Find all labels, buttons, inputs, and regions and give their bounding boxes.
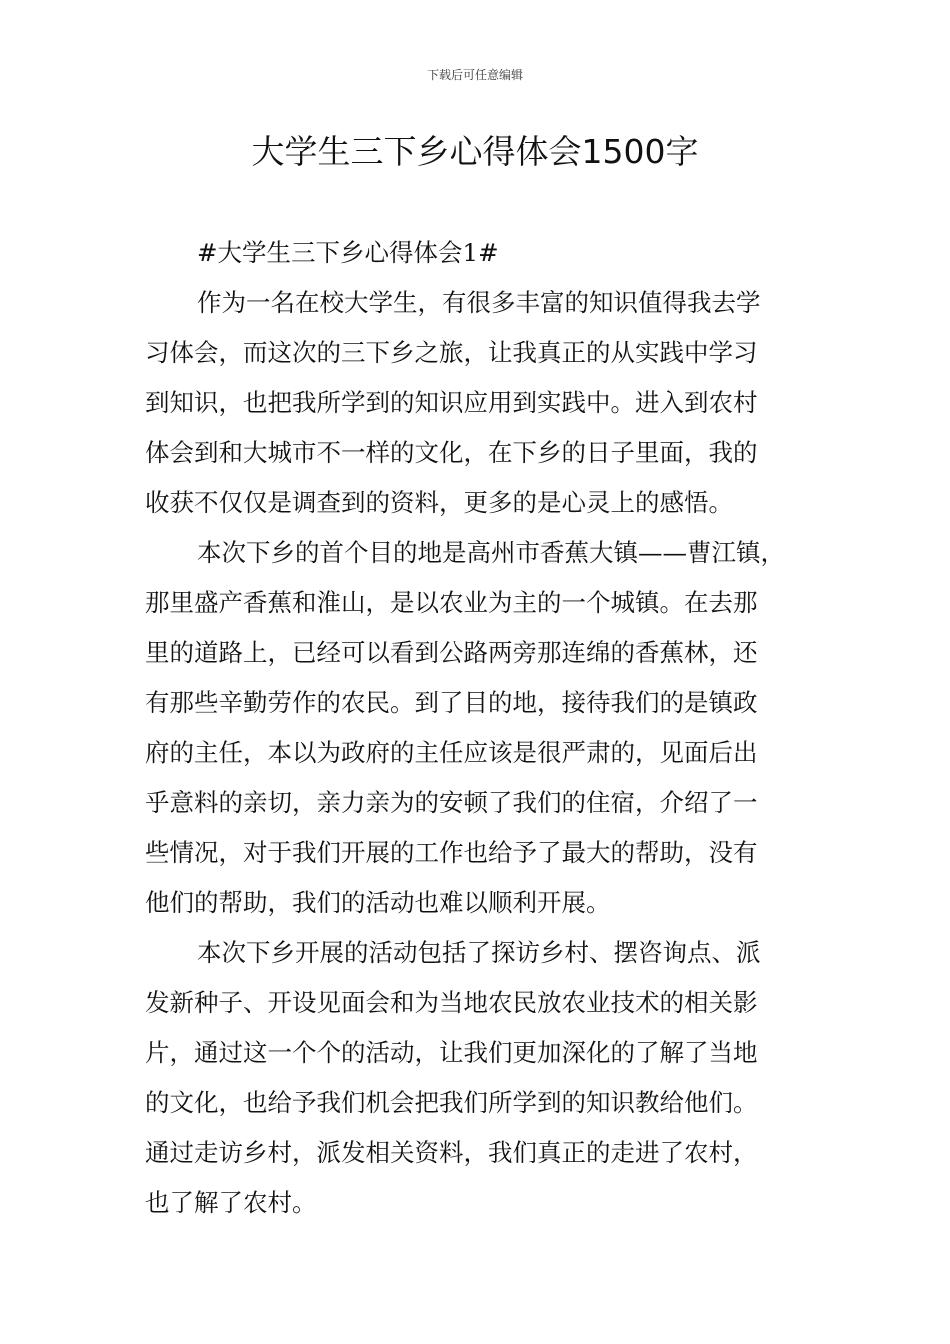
paragraph-line: 体会到和大城市不一样的文化，在下乡的日子里面，我的 <box>145 438 758 467</box>
paragraph-line: 里的道路上，已经可以看到公路两旁那连绵的香蕉林，还 <box>145 638 758 667</box>
paragraph-line: 乎意料的亲切，亲力亲为的安顿了我们的住宿，介绍了一 <box>145 788 758 817</box>
paragraph-line: 有那些辛勤劳作的农民。到了目的地，接待我们的是镇政 <box>145 688 758 717</box>
document-title: 大学生三下乡心得体会1500字 <box>251 132 699 171</box>
paragraph-line: 本次下乡的首个目的地是高州市香蕉大镇——曹江镇， <box>197 538 785 567</box>
section-heading: #大学生三下乡心得体会1# <box>197 238 499 267</box>
document-body <box>145 228 825 1228</box>
paragraph-line: 习体会，而这次的三下乡之旅，让我真正的从实践中学习 <box>145 338 758 367</box>
paragraph-line: 也了解了农村。 <box>145 1188 317 1217</box>
paragraph-line: 片，通过这一个个的活动，让我们更加深化的了解了当地 <box>145 1038 758 1067</box>
paragraph-line: 通过走访乡村，派发相关资料，我们真正的走进了农村， <box>145 1138 758 1167</box>
paragraph-line: 本次下乡开展的活动包括了探访乡村、摆咨询点、派 <box>197 938 761 967</box>
paragraph-line: 收获不仅仅是调查到的资料，更多的是心灵上的感悟。 <box>145 488 733 517</box>
paragraph-line: 他们的帮助，我们的活动也难以顺利开展。 <box>145 888 611 917</box>
paragraph-line: 到知识，也把我所学到的知识应用到实践中。进入到农村 <box>145 388 758 417</box>
paragraph-2 <box>145 528 825 928</box>
paragraph-3 <box>145 928 825 1228</box>
paragraph-line: 些情况，对于我们开展的工作也给予了最大的帮助，没有 <box>145 838 758 867</box>
paragraph-line: 的文化，也给予我们机会把我们所学到的知识教给他们。 <box>145 1088 758 1117</box>
paragraph-line: 府的主任，本以为政府的主任应该是很严肃的，见面后出 <box>145 738 758 767</box>
paragraph-1 <box>145 278 825 528</box>
header-note: 下载后可任意编辑 <box>426 68 523 82</box>
paragraph-line: 发新种子、开设见面会和为当地农民放农业技术的相关影 <box>145 988 758 1017</box>
paragraph-line: 那里盛产香蕉和淮山，是以农业为主的一个城镇。在去那 <box>145 588 758 617</box>
paragraph-line: 作为一名在校大学生，有很多丰富的知识值得我去学 <box>197 288 761 317</box>
